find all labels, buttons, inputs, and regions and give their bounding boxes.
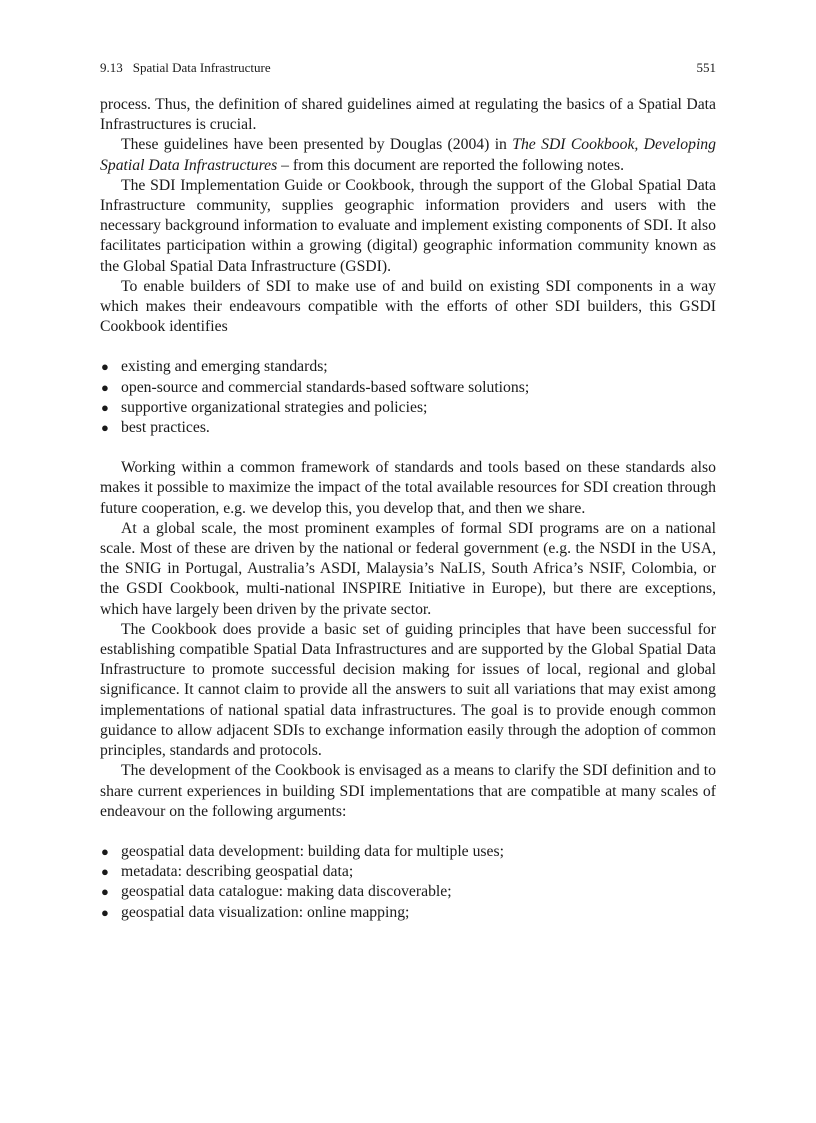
bullet-icon: ●	[101, 399, 109, 415]
paragraph-1: process. Thus, the definition of shared guidelines aimed at regulating the basics of a Spatial Data Infrastructures is crucial.	[100, 96, 716, 134]
bullet-icon: ●	[101, 843, 109, 859]
bullet-icon: ●	[101, 884, 109, 900]
paragraph-5: Working within a common framework of standards and tools based on these standards also makes it possible to maximize the impact of the total available resources for SDI creation through future cooperation, e.g. we develop this, you develop that, and then we share.	[100, 459, 716, 517]
book-page	[100, 58, 716, 943]
paragraph-8: The development of the Cookbook is envisaged as a means to clarify the SDI definition and to share current experiences in building SDI implementations that are compatible at many scales of endeavour on the following arguments:	[100, 762, 716, 820]
section-title: Spatial Data Infrastructure	[132, 60, 271, 75]
bullet-icon: ●	[101, 864, 109, 880]
page-number: 551	[696, 60, 716, 75]
paragraph-2	[100, 135, 716, 175]
list-item-text: metadata: describing geospatial data;	[121, 863, 354, 881]
list-item	[100, 398, 716, 418]
paragraph-4: To enable builders of SDI to make use of and build on existing SDI components in a way which makes their endeavours compatible with the efforts of other SDI builders, this GSDI Cookbook identifies	[100, 277, 716, 336]
list-item	[100, 903, 716, 923]
list-item	[100, 418, 716, 438]
list-item-text: best practices.	[121, 419, 210, 437]
list-item-text: geospatial data development: building data for multiple uses;	[121, 842, 504, 860]
list-item-text: existing and emerging standards;	[121, 358, 328, 376]
paragraph-7: The Cookbook does provide a basic set of guiding principles that have been successful for establishing compatible Spatial Data Infrastructures and are supported by the Global Spatial Data Infrastructure to promote successful decision making for issues of local, regional and global significance. It cannot claim to provide all the answers to suit all variations that may exist among implementations of national spatial data infrastructures. The goal is to provide enough common guidance to allow adjacent SDIs to exchange information easily through the adoption of common principles, standards and protocols.	[100, 620, 716, 760]
bullet-icon: ●	[101, 420, 109, 436]
paragraph-2-lead: These guidelines have been presented by Douglas (2004) in	[121, 136, 513, 154]
cookbook-title-citation: The SDI Cookbook, Developing Spatial Data Infrastructures	[100, 136, 716, 174]
section-number: 9.13	[100, 60, 123, 75]
bullet-icon: ●	[101, 359, 109, 375]
list-item-text: open-source and commercial standards-based software solutions;	[121, 378, 530, 396]
bullet-icon: ●	[101, 904, 109, 920]
list-item	[100, 378, 716, 398]
list-item	[100, 882, 716, 902]
paragraph-2-tail: – from this document are reported the following notes.	[277, 156, 624, 174]
body-text	[100, 95, 716, 923]
bullet-list-cookbook-items	[100, 357, 716, 438]
list-item-text: geospatial data visualization: online mapping;	[121, 903, 410, 921]
list-item	[100, 842, 716, 862]
running-head	[100, 58, 716, 78]
list-item-text: supportive organizational strategies and policies;	[121, 398, 428, 416]
list-item-text: geospatial data catalogue: making data discoverable;	[121, 883, 452, 901]
bullet-list-arguments	[100, 842, 716, 923]
bullet-icon: ●	[101, 379, 109, 395]
paragraph-6: At a global scale, the most prominent examples of formal SDI programs are on a national scale. Most of these are driven by the national or federal government (e.g. the NSDI in the USA, the SNIG in Portugal, Australia’s ASDI, Malaysia’s NaLIS, South Africa’s NSIF, Colombia, or the GSDI Cookbook, multi-national INSPIRE Initiative in Europe), but there are exceptions, which have largely been driven by the private sector.	[100, 519, 716, 618]
list-item	[100, 862, 716, 882]
list-item	[100, 357, 716, 377]
paragraph-3: The SDI Implementation Guide or Cookbook, through the support of the Global Spatial Data Infrastructure community, supplies geographic information providers and users with the necessary background information to evaluate and implement existing components of SDI. It also facilitates participation within a growing (digital) geographic information community known as the Global Spatial Data Infrastructure (GSDI).	[100, 176, 716, 275]
